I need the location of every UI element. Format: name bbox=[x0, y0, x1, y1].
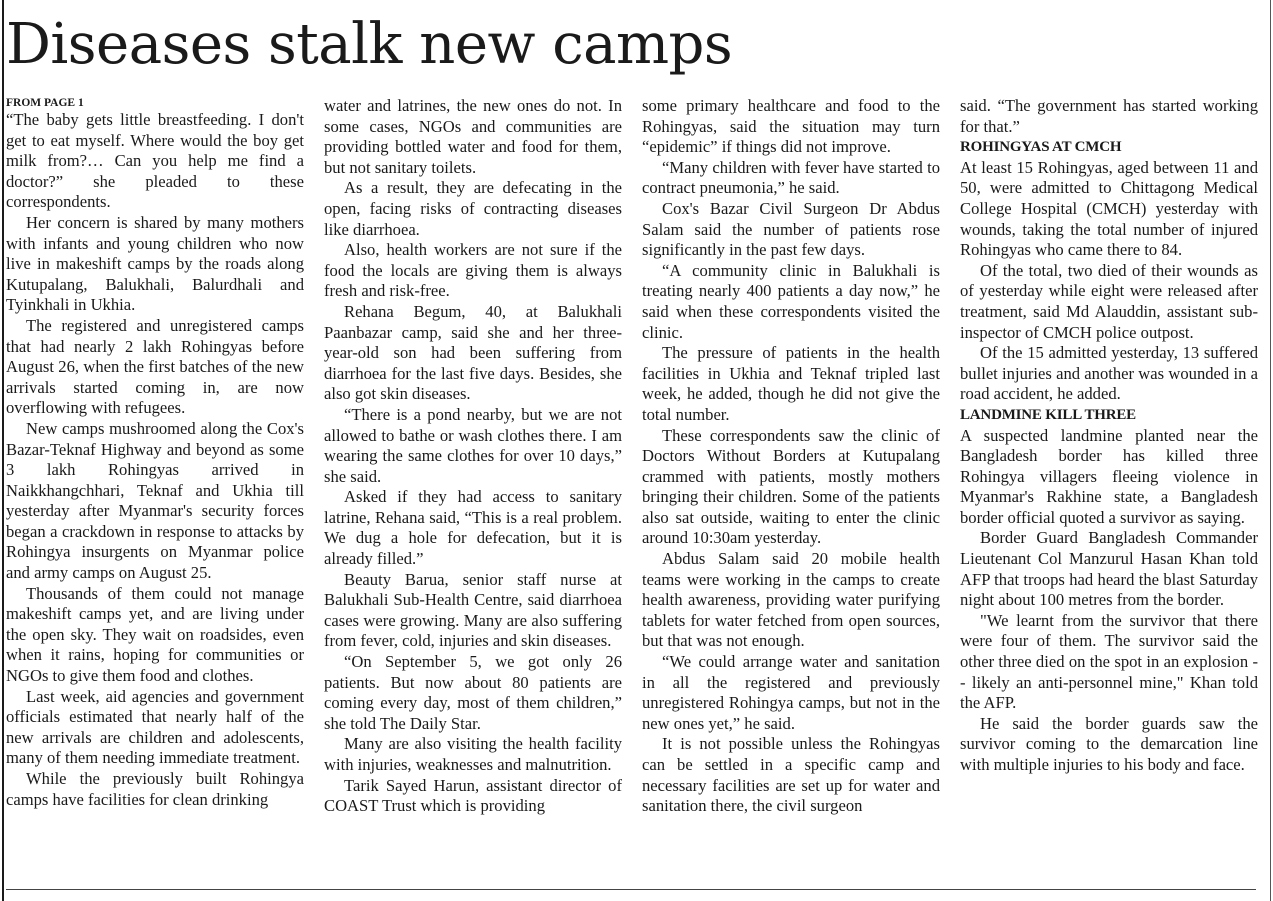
headline: Diseases stalk new camps bbox=[6, 12, 733, 77]
column-3 bbox=[642, 96, 940, 880]
subheading-cmch: ROHINGYAS AT CMCH bbox=[960, 139, 1122, 156]
paragraph: Rehana Begum, 40, at Balukhali Paanbazar camp, said she and her three-year-old son had been suffering from diarrhoea for the last five days. Besides, she also got skin diseases. bbox=[324, 301, 622, 404]
paragraph: Tarik Sayed Harun, assistant director of COAST Trust which is providing bbox=[324, 775, 622, 816]
paragraph: Asked if they had access to sanitary latrine, Rehana said, “This is a real problem. We dug a hole for defecation, but it is already filled.” bbox=[324, 487, 622, 569]
paragraph: Of the 15 admitted yesterday, 13 suffered bullet injuries and another was wounded in a road accident, he added. bbox=[960, 343, 1258, 404]
paragraph: “We could arrange water and sanitation in all the registered and previously unregistered Rohingya camps, but not in the new ones yet,” he said. bbox=[642, 652, 940, 733]
paragraph: Also, health workers are not sure if the food the locals are giving them is always fresh and risk-free. bbox=[324, 240, 622, 301]
paragraph: These correspondents saw the clinic of Doctors Without Borders at Kutupalang crammed with patients, mostly mothers bringing their children. Some of the patients also sat outside, waiting to enter the clinic around 10:30am yesterday. bbox=[642, 425, 940, 548]
paragraph: Thousands of them could not manage makeshift camps yet, and are living under the open sky. They wait on roadsides, even when it rains, hoping for communities or NGOs to give them food and clothes. bbox=[6, 583, 304, 686]
paragraph: A suspected landmine planted near the Bangladesh border has killed three Rohingya villagers fleeing violence in Myanmar's Rakhine state, a Bangladesh border official quoted a survivor as saying. bbox=[960, 425, 1258, 527]
paragraph: Beauty Barua, senior staff nurse at Balukhali Sub-Health Centre, said diarrhoea cases were growing. Many are also suffering from fever, cold, injuries and skin diseases. bbox=[324, 569, 622, 651]
paragraph: He said the border guards saw the survivor coming to the demarcation line with multiple injuries to his body and face. bbox=[960, 713, 1258, 774]
paragraph: Last week, aid agencies and government officials estimated that nearly half of the new arrivals are children and adolescents, many of them needing immediate treatment. bbox=[6, 686, 304, 768]
right-border-rule bbox=[1270, 0, 1271, 901]
paragraph: Of the total, two died of their wounds as of yesterday while eight were released after treatment, said Md Alauddin, assistant sub-inspector of CMCH police outpost. bbox=[960, 260, 1258, 342]
paragraph: “There is a pond nearby, but we are not allowed to bathe or wash clothes there. I am wearing the same clothes for over 10 days,” she said. bbox=[324, 404, 622, 486]
paragraph: Many are also visiting the health facility with injuries, weaknesses and malnutrition. bbox=[324, 734, 622, 774]
column-2 bbox=[324, 96, 622, 880]
paragraph: While the previously built Rohingya camps have facilities for clean drinking bbox=[6, 769, 304, 809]
paragraph: The pressure of patients in the health facilities in Ukhia and Teknaf tripled last week, he added, though he did not give the total number. bbox=[642, 343, 940, 424]
column-4 bbox=[960, 96, 1258, 880]
subheading-landmine: LANDMINE KILL THREE bbox=[960, 406, 1136, 423]
paragraph: It is not possible unless the Rohingyas can be settled in a specific camp and necessary facilities are set up for water and sanitation there, the civil surgeon bbox=[642, 734, 940, 816]
paragraph: Cox's Bazar Civil Surgeon Dr Abdus Salam said the number of patients rose significantly in the past few days. bbox=[642, 198, 940, 260]
paragraph: said. “The government has started working for that.” bbox=[960, 96, 1258, 136]
column-1 bbox=[6, 96, 304, 880]
paragraph: As a result, they are defecating in the open, facing risks of contracting diseases like diarrhoea. bbox=[324, 178, 622, 239]
paragraph: Border Guard Bangladesh Commander Lieutenant Col Manzurul Hasan Khan told AFP that troops had heard the blast Saturday night about 100 metres from the border. bbox=[960, 528, 1258, 610]
paragraph: Her concern is shared by many mothers with infants and young children who now live in makeshift camps by the roads along Kutupalang, Balukhali, Balurdhali and Tyinkhali in Ukhia. bbox=[6, 212, 304, 315]
paragraph: water and latrines, the new ones do not. In some cases, NGOs and communities are providing bottled water and food for them, but not sanitary toilets. bbox=[324, 96, 622, 177]
left-border-rule bbox=[2, 0, 4, 901]
article-body bbox=[6, 96, 1260, 880]
paragraph: “Many children with fever have started to contract pneumonia,” he said. bbox=[642, 157, 940, 198]
continued-from-label: FROM PAGE 1 bbox=[6, 97, 84, 109]
bottom-rule bbox=[6, 889, 1256, 890]
paragraph: “A community clinic in Balukhali is treating nearly 400 patients a day now,” he said when these correspondents visited the clinic. bbox=[642, 260, 940, 342]
paragraph: At least 15 Rohingyas, aged between 11 and 50, were admitted to Chittagong Medical College Hospital (CMCH) yesterday with wounds, taking the total number of injured Rohingyas who came there to 84. bbox=[960, 157, 1258, 260]
paragraph: "We learnt from the survivor that there were four of them. The survivor said the other three died on the spot in an explosion -- likely an anti-personnel mine," Khan told the AFP. bbox=[960, 610, 1258, 713]
paragraph: some primary healthcare and food to the Rohingyas, said the situation may turn “epidemic” if things did not improve. bbox=[642, 96, 940, 157]
paragraph: “The baby gets little breastfeeding. I don't get to eat myself. Where would the boy get milk from?… Can you help me find a doctor?” she pleaded to these correspondents. bbox=[6, 110, 304, 212]
paragraph: New camps mushroomed along the Cox's Bazar-Teknaf Highway and beyond as some 3 lakh Rohingyas arrived in Naikkhangchhari, Teknaf and Ukhia till yesterday after Myanmar's security forces began a crackdown in response to attacks by Rohingya insurgents on Myanmar police and army camps on August 25. bbox=[6, 418, 304, 583]
paragraph: The registered and unregistered camps that had nearly 2 lakh Rohingyas before August 26, when the first batches of the new arrivals started coming in, are now overflowing with refugees. bbox=[6, 315, 304, 418]
paragraph: Abdus Salam said 20 mobile health teams were working in the camps to create health awareness, providing water purifying tablets for water fetched from open sources, but that was not enough. bbox=[642, 549, 940, 651]
paragraph: “On September 5, we got only 26 patients. But now about 80 patients are coming every day, most of them children,” she told The Daily Star. bbox=[324, 652, 622, 733]
